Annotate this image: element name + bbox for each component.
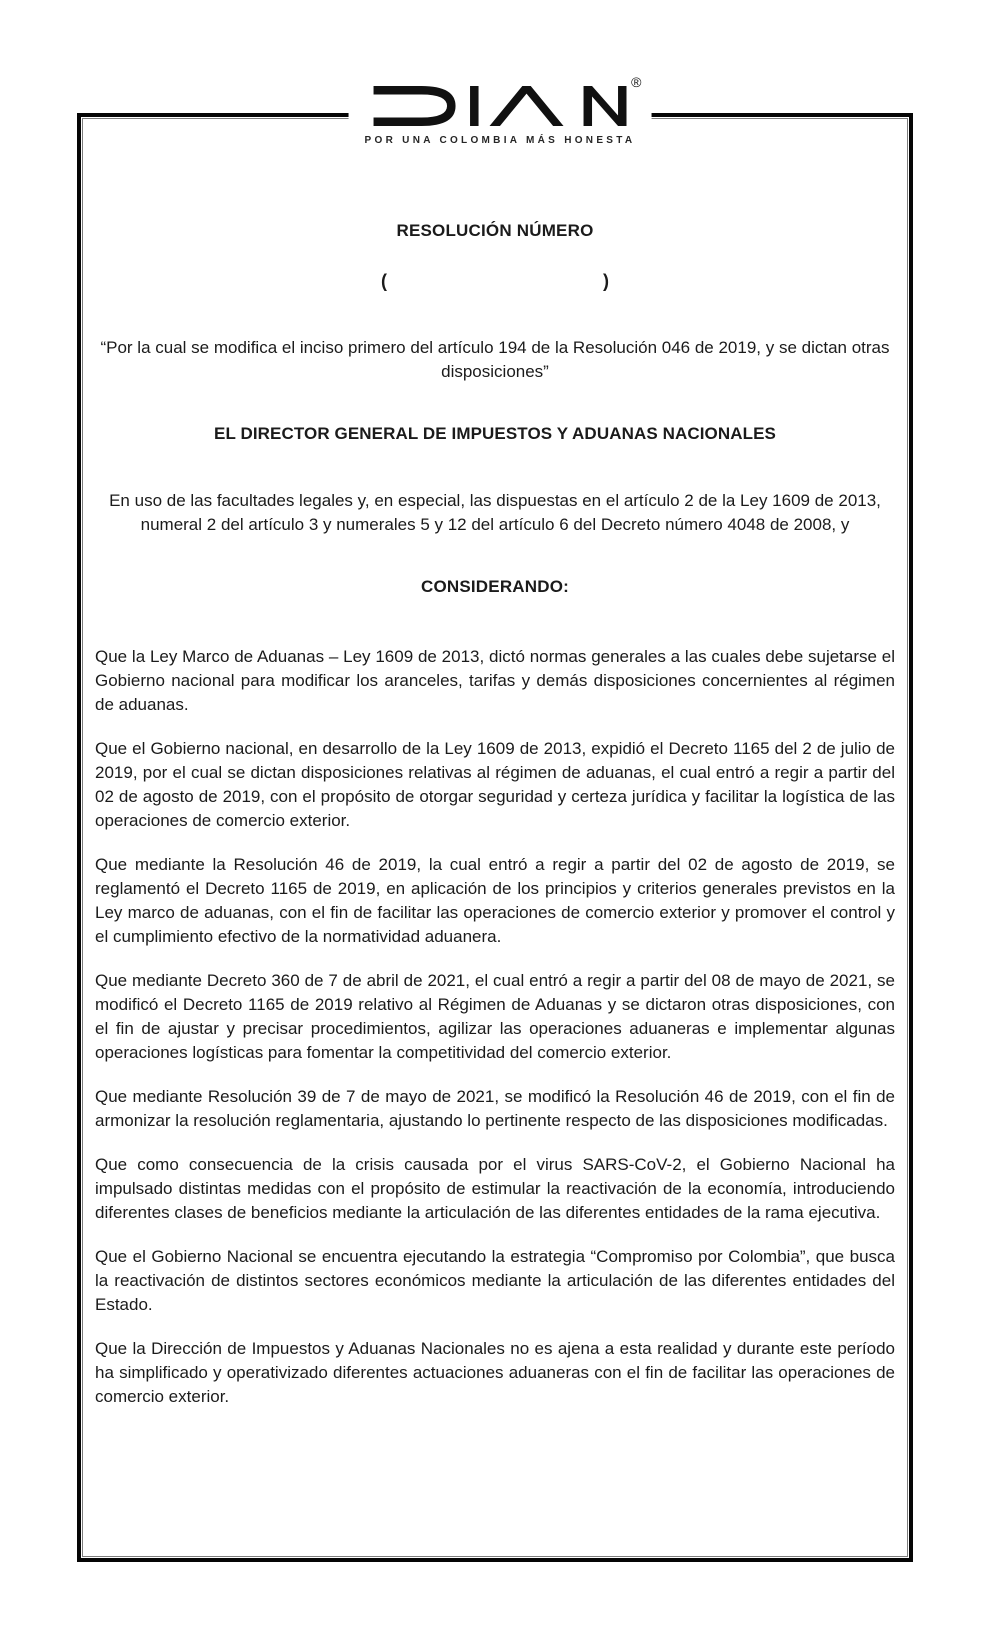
consideration-paragraph: Que el Gobierno Nacional se encuentra ejecutando la estrategia “Compromiso por Colombia”, que busca la reactivación de distintos sectores económicos mediante la articulación de las diferentes entidades del Estado. <box>95 1247 895 1314</box>
considering-heading: CONSIDERANDO: <box>420 577 570 596</box>
logo-tagline: POR UNA COLOMBIA MÁS HONESTA <box>364 135 636 146</box>
open-paren: ( <box>381 271 387 291</box>
resolution-number-line <box>95 271 895 291</box>
resolution-subject: “Por la cual se modifica el inciso primero del artículo 194 de la Resolución 046 de 2019, y se dictan otras disposiciones” <box>100 338 890 381</box>
consideration-paragraph: Que mediante Decreto 360 de 7 de abril de 2021, el cual entró a regir a partir del 08 de mayo de 2021, se modificó el Decreto 1165 de 2019 relativo al Régimen de Aduanas y se dictaron otras disposiciones, con el fin de ajustar y precisar procedimientos, agilizar las operaciones aduaneras e implementar algunas operaciones logísticas para fomentar la competitividad del comercio exterior. <box>95 971 895 1062</box>
document-border-frame <box>77 113 913 1562</box>
resolution-title: RESOLUCIÓN NÚMERO <box>396 221 594 240</box>
consideration-paragraph: Que mediante la Resolución 46 de 2019, la cual entró a regir a partir del 02 de agosto de 2019, se reglamentó el Decreto 1165 de 2019, en aplicación de los principios y criterios generales previstos en la Ley marco de aduanas, con el fin de facilitar las operaciones de comercio exterior y promover el control y el cumplimiento efectivo de la normatividad aduanera. <box>95 855 895 946</box>
close-paren: ) <box>603 271 609 291</box>
preamble-text: En uso de las facultades legales y, en especial, las dispuestas en el artículo 2 de la Ley 1609 de 2013, numeral 2 del artículo 3 y numerales 5 y 12 del artículo 6 del Decreto número 4048 de 2008, y <box>109 491 881 534</box>
consideration-paragraph: Que mediante Resolución 39 de 7 de mayo de 2021, se modificó la Resolución 46 de 2019, con el fin de armonizar la resolución reglamentaria, ajustando lo pertinente respecto de las disposiciones modificadas. <box>95 1087 895 1130</box>
considerations-section <box>95 645 895 1409</box>
dian-logo <box>349 74 652 146</box>
registered-trademark-icon: ® <box>631 74 642 90</box>
consideration-paragraph: Que la Dirección de Impuestos y Aduanas Nacionales no es ajena a esta realidad y durante este período ha simplificado y operativizado diferentes actuaciones aduaneras con el fin de facilitar las operaciones de comercio exterior. <box>95 1339 895 1406</box>
consideration-paragraph: Que como consecuencia de la crisis causada por el virus SARS-CoV-2, el Gobierno Nacional ha impulsado distintas medidas con el propósito de estimular la reactivación de la economía, introduciendo diferentes clases de beneficios mediante la articulación de las diferentes entidades de la rama ejecutiva. <box>95 1155 895 1222</box>
authority-heading: EL DIRECTOR GENERAL DE IMPUESTOS Y ADUANAS NACIONALES <box>214 424 776 443</box>
consideration-paragraph: Que el Gobierno nacional, en desarrollo de la Ley 1609 de 2013, expidió el Decreto 1165 del 2 de julio de 2019, por el cual se dictan disposiciones relativas al régimen de aduanas, el cual entró a regir a partir del 02 de agosto de 2019, con el propósito de otorgar seguridad y certeza jurídica y facilitar la logística de las operaciones de comercio exterior. <box>95 739 895 830</box>
dian-logo-letters <box>373 74 642 126</box>
consideration-paragraph: Que la Ley Marco de Aduanas – Ley 1609 de 2013, dictó normas generales a las cuales debe sujetarse el Gobierno nacional para modificar los aranceles, tarifas y demás disposiciones concernientes al régimen de aduanas. <box>95 647 895 714</box>
document-content <box>81 221 909 1409</box>
dian-wordmark-icon <box>373 86 626 126</box>
